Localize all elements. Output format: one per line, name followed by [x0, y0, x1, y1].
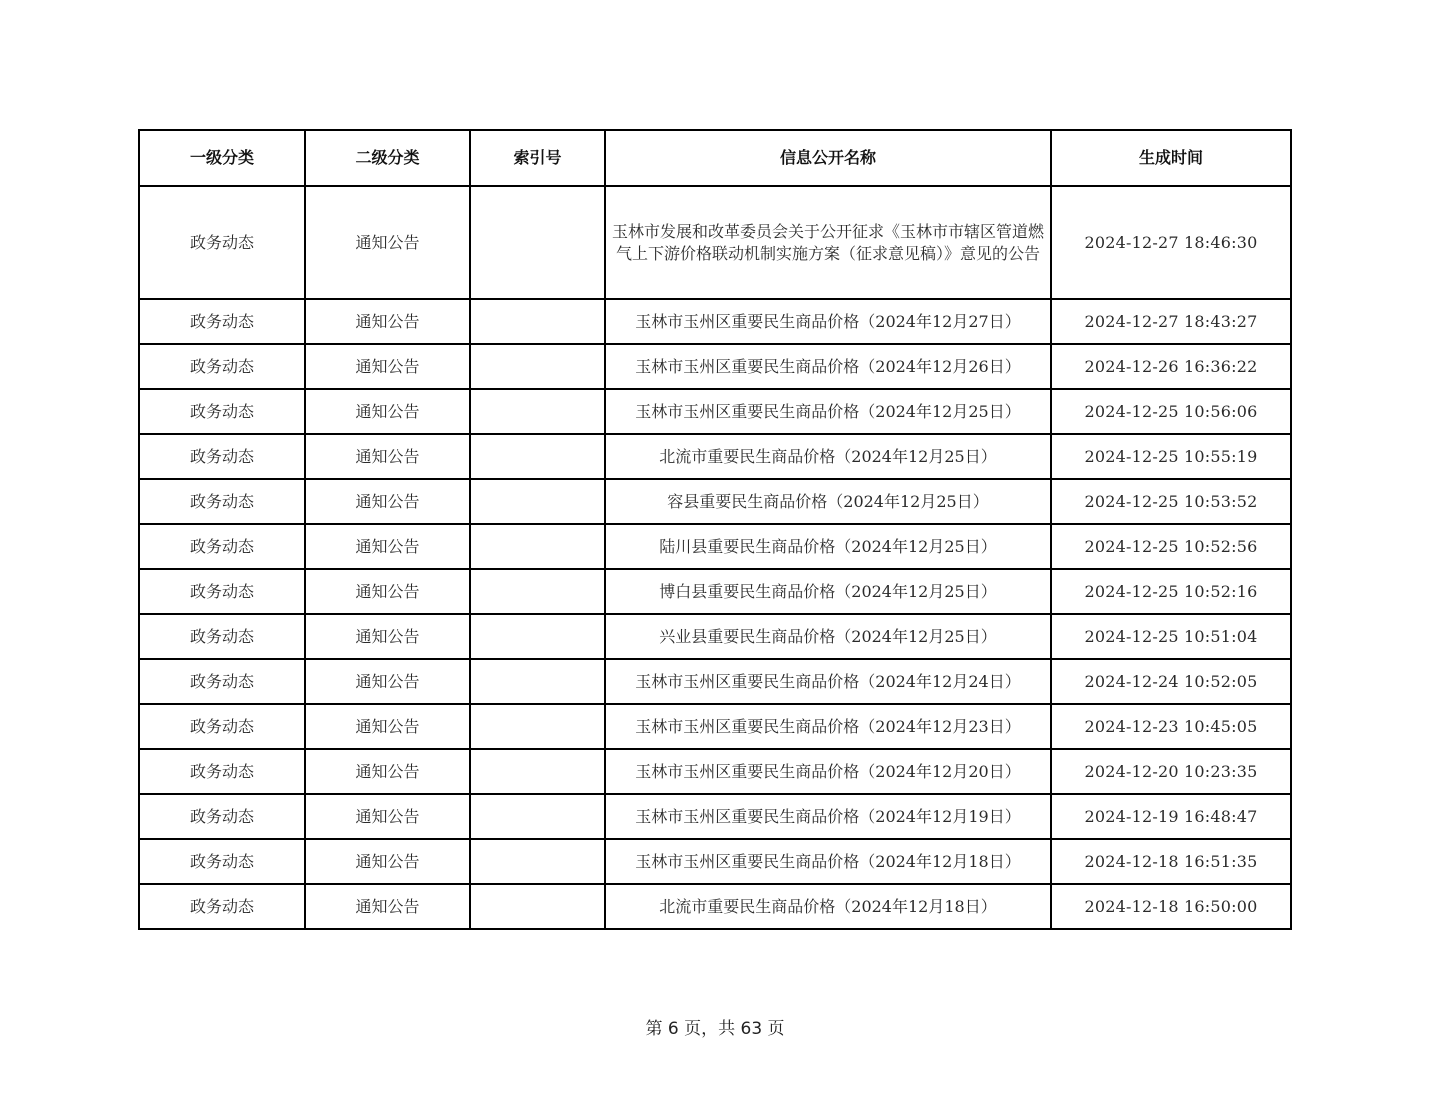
cell-generated-time: 2024-12-18 16:51:35	[1051, 839, 1291, 884]
cell-generated-time: 2024-12-26 16:36:22	[1051, 344, 1291, 389]
cell-info-name: 玉林市玉州区重要民生商品价格（2024年12月20日）	[605, 749, 1051, 794]
cell-index-number	[470, 749, 605, 794]
table-row	[139, 186, 1291, 299]
cell-generated-time: 2024-12-27 18:46:30	[1051, 186, 1291, 299]
cell-category-level2: 通知公告	[305, 569, 470, 614]
cell-generated-time: 2024-12-18 16:50:00	[1051, 884, 1291, 929]
cell-category-level2: 通知公告	[305, 299, 470, 344]
cell-generated-time: 2024-12-25 10:55:19	[1051, 434, 1291, 479]
cell-generated-time: 2024-12-24 10:52:05	[1051, 659, 1291, 704]
cell-category-level2: 通知公告	[305, 614, 470, 659]
header-info-name: 信息公开名称	[605, 130, 1051, 186]
cell-category-level1: 政务动态	[139, 884, 305, 929]
header-index-number: 索引号	[470, 130, 605, 186]
table-row	[139, 794, 1291, 839]
cell-category-level1: 政务动态	[139, 299, 305, 344]
cell-info-name: 陆川县重要民生商品价格（2024年12月25日）	[605, 524, 1051, 569]
cell-index-number	[470, 614, 605, 659]
cell-info-name: 玉林市玉州区重要民生商品价格（2024年12月26日）	[605, 344, 1051, 389]
table-row	[139, 479, 1291, 524]
cell-index-number	[470, 704, 605, 749]
table-row	[139, 434, 1291, 479]
cell-info-name: 容县重要民生商品价格（2024年12月25日）	[605, 479, 1051, 524]
cell-info-name: 博白县重要民生商品价格（2024年12月25日）	[605, 569, 1051, 614]
cell-info-name: 兴业县重要民生商品价格（2024年12月25日）	[605, 614, 1051, 659]
cell-category-level1: 政务动态	[139, 434, 305, 479]
cell-category-level1: 政务动态	[139, 749, 305, 794]
cell-category-level1: 政务动态	[139, 614, 305, 659]
table-row	[139, 704, 1291, 749]
cell-index-number	[470, 389, 605, 434]
info-disclosure-table	[138, 129, 1292, 930]
cell-generated-time: 2024-12-25 10:53:52	[1051, 479, 1291, 524]
cell-info-name: 北流市重要民生商品价格（2024年12月25日）	[605, 434, 1051, 479]
table-row	[139, 524, 1291, 569]
cell-category-level1: 政务动态	[139, 389, 305, 434]
cell-category-level2: 通知公告	[305, 186, 470, 299]
cell-category-level1: 政务动态	[139, 659, 305, 704]
cell-generated-time: 2024-12-25 10:52:56	[1051, 524, 1291, 569]
cell-category-level2: 通知公告	[305, 884, 470, 929]
cell-category-level2: 通知公告	[305, 344, 470, 389]
cell-category-level2: 通知公告	[305, 524, 470, 569]
cell-info-name: 玉林市玉州区重要民生商品价格（2024年12月24日）	[605, 659, 1051, 704]
table-row	[139, 299, 1291, 344]
cell-info-name: 玉林市玉州区重要民生商品价格（2024年12月23日）	[605, 704, 1051, 749]
cell-generated-time: 2024-12-27 18:43:27	[1051, 299, 1291, 344]
cell-category-level2: 通知公告	[305, 659, 470, 704]
cell-category-level2: 通知公告	[305, 749, 470, 794]
footer-prefix: 第	[645, 1019, 663, 1039]
cell-category-level2: 通知公告	[305, 704, 470, 749]
cell-index-number	[470, 344, 605, 389]
cell-generated-time: 2024-12-25 10:52:16	[1051, 569, 1291, 614]
header-generated-time: 生成时间	[1051, 130, 1291, 186]
cell-generated-time: 2024-12-23 10:45:05	[1051, 704, 1291, 749]
cell-index-number	[470, 524, 605, 569]
cell-index-number	[470, 794, 605, 839]
table-row	[139, 839, 1291, 884]
cell-generated-time: 2024-12-25 10:51:04	[1051, 614, 1291, 659]
table-row	[139, 659, 1291, 704]
cell-category-level2: 通知公告	[305, 389, 470, 434]
table-row	[139, 749, 1291, 794]
cell-info-name: 北流市重要民生商品价格（2024年12月18日）	[605, 884, 1051, 929]
cell-info-name: 玉林市玉州区重要民生商品价格（2024年12月18日）	[605, 839, 1051, 884]
cell-category-level1: 政务动态	[139, 524, 305, 569]
cell-category-level2: 通知公告	[305, 839, 470, 884]
cell-info-name: 玉林市玉州区重要民生商品价格（2024年12月25日）	[605, 389, 1051, 434]
table-row	[139, 884, 1291, 929]
table-row	[139, 389, 1291, 434]
cell-info-name: 玉林市玉州区重要民生商品价格（2024年12月27日）	[605, 299, 1051, 344]
cell-index-number	[470, 299, 605, 344]
cell-generated-time: 2024-12-19 16:48:47	[1051, 794, 1291, 839]
cell-info-name: 玉林市玉州区重要民生商品价格（2024年12月19日）	[605, 794, 1051, 839]
footer-suffix: 页	[767, 1019, 785, 1039]
cell-index-number	[470, 884, 605, 929]
cell-index-number	[470, 839, 605, 884]
cell-info-name: 玉林市发展和改革委员会关于公开征求《玉林市市辖区管道燃气上下游价格联动机制实施方案（征求意见稿）》意见的公告	[605, 186, 1051, 299]
footer-middle: 页，共	[684, 1019, 736, 1039]
cell-category-level2: 通知公告	[305, 479, 470, 524]
table-header-row	[139, 130, 1291, 186]
table-row	[139, 569, 1291, 614]
cell-generated-time: 2024-12-20 10:23:35	[1051, 749, 1291, 794]
cell-category-level1: 政务动态	[139, 569, 305, 614]
cell-index-number	[470, 659, 605, 704]
table-row	[139, 614, 1291, 659]
cell-generated-time: 2024-12-25 10:56:06	[1051, 389, 1291, 434]
total-page-count: 63	[740, 1019, 763, 1039]
header-category-level1: 一级分类	[139, 130, 305, 186]
header-category-level2: 二级分类	[305, 130, 470, 186]
current-page-number: 6	[667, 1019, 679, 1039]
cell-category-level1: 政务动态	[139, 479, 305, 524]
cell-index-number	[470, 186, 605, 299]
cell-category-level1: 政务动态	[139, 704, 305, 749]
table-row	[139, 344, 1291, 389]
cell-index-number	[470, 434, 605, 479]
cell-index-number	[470, 479, 605, 524]
cell-category-level1: 政务动态	[139, 839, 305, 884]
cell-category-level1: 政务动态	[139, 186, 305, 299]
cell-category-level1: 政务动态	[139, 344, 305, 389]
cell-category-level2: 通知公告	[305, 434, 470, 479]
page-footer	[0, 1014, 1430, 1039]
cell-category-level1: 政务动态	[139, 794, 305, 839]
cell-category-level2: 通知公告	[305, 794, 470, 839]
cell-index-number	[470, 569, 605, 614]
